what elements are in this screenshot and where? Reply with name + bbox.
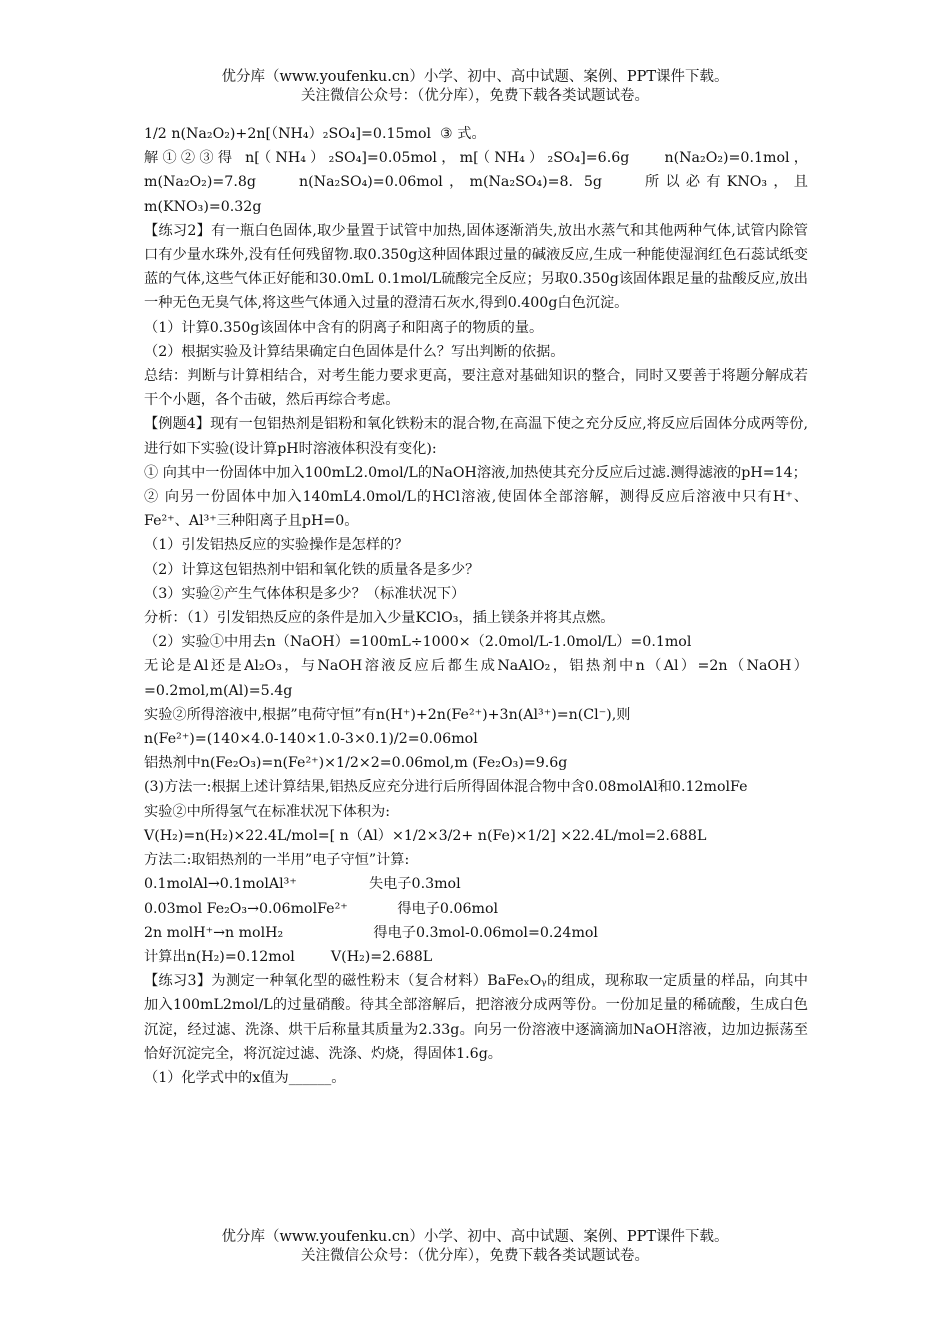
- analysis-result: 计算出n(H₂)=0.12mol V(H₂)=2.688L: [144, 948, 433, 965]
- footer-line-2: 关注微信公众号：（优分库），免费下载各类试题试卷。: [301, 1248, 649, 1264]
- exercise-2-question: 【练习2】有一瓶白色固体,取少量置于试管中加热,固体逐渐消失,放出水蒸气和其他两种气体,试管内除管口有少量水珠外,没有任何残留物.取0.350g这种固体跟过量的碱液反应,生成一种能使湿润红色石蕊试纸变蓝的气体,这些气体正好能和30.0mL 0.1mol/L硫酸完全反应；另取0.350g该固体跟足量的盐酸反应,放出一种无色无臭气体,将这些气体通入过量的澄清石灰水,得到0.400g白色沉淀。: [144, 222, 808, 312]
- header-line-1: 优分库（www.youfenku.cn）小学、初中、高中试题、案例、PPT课件下载。: [221, 69, 729, 85]
- exercise-2-part-2: （2）根据实验及计算结果确定白色固体是什么？写出判断的依据。: [144, 343, 565, 360]
- analysis-text: 铝热剂中n(Fe₂O₃)=n(Fe²⁺)×1/2×2=0.06mol,m (Fe₂O₃)=9.6g: [144, 755, 568, 772]
- document-body: [144, 122, 808, 1090]
- experiment-2: ② 向另一份固体中加入140mL4.0mol/L的HCl溶液,使固体全部溶解，测得反应后溶液中只有H⁺、Fe²⁺、Al³⁺三种阳离子且pH=0。: [144, 489, 808, 530]
- analysis-3-method-1: (3)方法一:根据上述计算结果,铝热反应充分进行后所得固体混合物中含0.08molAl和0.12molFe: [144, 779, 748, 796]
- example-4-part-2: （2）计算这包铝热剂中铝和氧化铁的质量各是多少？: [144, 561, 480, 578]
- example-4-part-3: （3）实验②产生气体体积是多少？（标准状况下）: [144, 585, 466, 602]
- analysis-2: （2）实验①中用去n（NaOH）=100mL÷1000×（2.0mol/L-1.0mol/L）=0.1mol: [144, 634, 692, 651]
- analysis-text: V(H₂)=n(H₂)×22.4L/mol=[ n（Al）×1/2×3/2+ n(Fe)×1/2] ×22.4L/mol=2.688L: [144, 827, 707, 844]
- example-4-question: 【例题4】现有一包铝热剂是铝粉和氧化铁粉末的混合物,在高温下使之充分反应,将反应后固体分成两等份,进行如下实验(设计算pH时溶液体积没有变化):: [144, 416, 808, 457]
- footer-line-1: 优分库（www.youfenku.cn）小学、初中、高中试题、案例、PPT课件下载。: [221, 1229, 729, 1245]
- exercise-3-part-1: （1）化学式中的x值为______。: [144, 1069, 346, 1086]
- analysis-1: 分析：（1）引发铝热反应的条件是加入少量KClO₃，插上镁条并将其点燃。: [144, 610, 615, 627]
- analysis-text: n(Fe²⁺)=(140×4.0-140×1.0-3×0.1)/2=0.06mol: [144, 731, 478, 748]
- page-header: [0, 68, 950, 106]
- electron-conservation-line: 0.1molAl→0.1molAl³⁺ 失电子0.3mol: [144, 876, 461, 893]
- exercise-2-part-1: （1）计算0.350g该固体中含有的阴离子和阳离子的物质的量。: [144, 319, 544, 336]
- example-4-part-1: （1）引发铝热反应的实验操作是怎样的？: [144, 537, 409, 554]
- electron-conservation-line: 0.03mol Fe₂O₃→0.06molFe²⁺ 得电子0.06mol: [144, 900, 499, 917]
- text-line: 解①②③得 n[（NH₄）₂SO₄]=0.05mol，m[（NH₄）₂SO₄]=6.6g n(Na₂O₂)=0.1mol，m(Na₂O₂)=7.8g n(Na₂SO₄)=0.06mol，m(Na₂SO₄)=8. 5g 所以必有KNO₃，且m(KNO₃)=0.32g: [144, 150, 808, 215]
- exercise-3-question: 【练习3】为测定一种氧化型的磁性粉末（复合材料）BaFeₓOᵧ的组成，现称取一定质量的样品，向其中加入100mL2mol/L的过量硝酸。待其全部溶解后，把溶液分成两等份。一份加足量的稀硫酸，生成白色沉淀，经过滤、洗涤、烘干后称量其质量为2.33g。向另一份溶液中逐滴滴加NaOH溶液，边加边振荡至恰好沉淀完全，将沉淀过滤、洗涤、灼烧，得固体1.6g。: [144, 973, 808, 1062]
- analysis-text: 实验②中所得氢气在标准状况下体积为:: [144, 803, 390, 820]
- page-footer: [0, 1228, 950, 1266]
- analysis-text: 实验②所得溶液中,根据”电荷守恒”有n(H⁺)+2n(Fe²⁺)+3n(Al³⁺)=n(Cl⁻),则: [144, 706, 631, 723]
- analysis-text: 无论是Al还是Al₂O₃，与NaOH溶液反应后都生成NaAlO₂，铝热剂中n（Al）=2n（NaOH）=0.2mol,m(Al)=5.4g: [144, 658, 808, 699]
- header-line-2: 关注微信公众号：（优分库），免费下载各类试题试卷。: [301, 88, 649, 104]
- summary: 总结：判断与计算相结合，对考生能力要求更高，要注意对基础知识的整合，同时又要善于将题分解成若干个小题，各个击破，然后再综合考虑。: [144, 368, 808, 409]
- analysis-3-method-2: 方法二:取铝热剂的一半用”电子守恒”计算:: [144, 852, 410, 869]
- electron-conservation-line: 2n molH⁺→n molH₂ 得电子0.3mol-0.06mol=0.24mol: [144, 924, 598, 941]
- text-line: 1/2 n(Na₂O₂)+2n[（NH₄）₂SO₄]=0.15mol ③ 式。: [144, 126, 486, 142]
- experiment-1: ① 向其中一份固体中加入100mL2.0mol/L的NaOH溶液,加热使其充分反应后过滤.测得滤液的pH=14；: [144, 464, 807, 481]
